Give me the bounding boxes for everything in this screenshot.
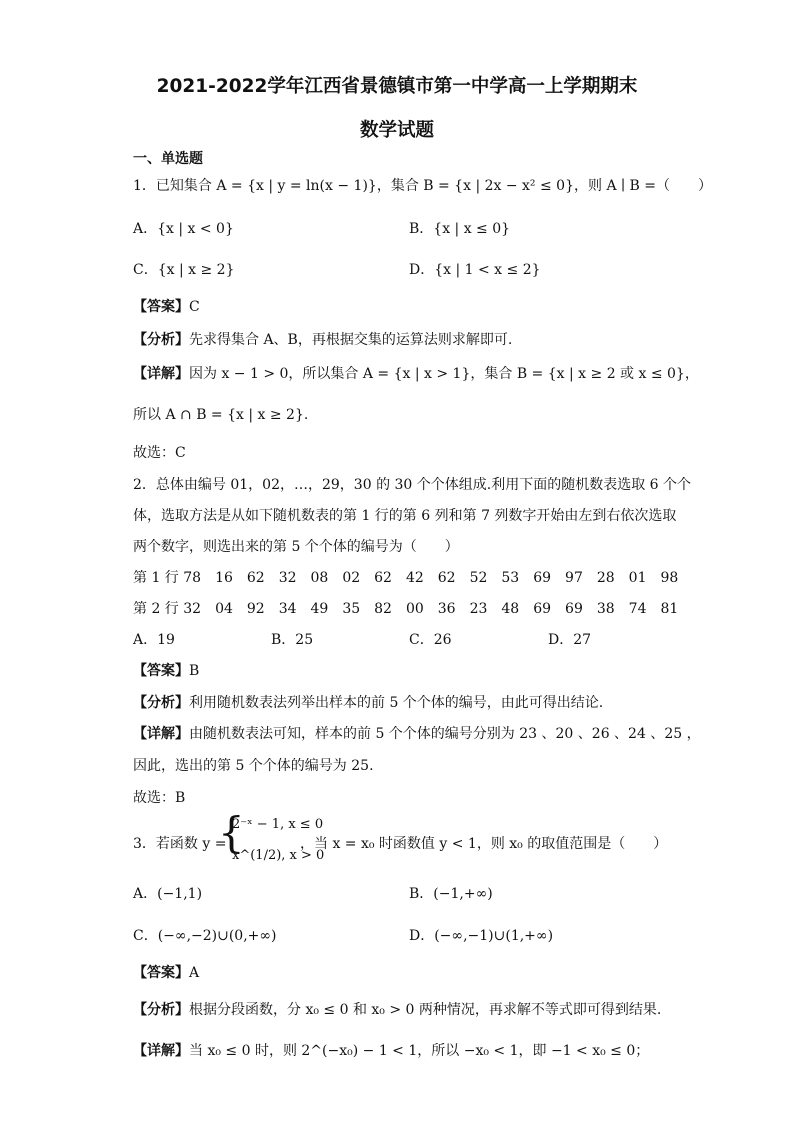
q3-answer [133,962,199,982]
q1-answer [133,296,200,316]
q1-option-d: D．{x | 1 < x ≤ 2} [409,262,541,278]
q2-option-d: D．27 [548,632,592,648]
answer-label: 【答案】 [133,965,189,981]
q3-option-a: A．(−1,1) [133,886,203,902]
q3-option-b: B．(−1,+∞) [409,886,493,902]
page-subtitle: 数学试题 [359,120,434,141]
answer-label: 【答案】 [133,299,189,315]
answer-label: 【答案】 [133,663,189,679]
q1-option-b: B．{x | x ≤ 0} [409,221,511,237]
q3-option-c: C．(−∞,−2)∪(0,+∞) [133,928,277,944]
q3-answer-value: A [189,965,200,981]
q1-stem: 1．已知集合 A = {x | y = ln(x − 1)}，集合 B = {x | 2x − x² ≤ 0}，则 A ∣ B =（ ） [133,178,712,194]
q2-answer [133,660,199,680]
q1-analysis-text: 先求得集合 A、B，再根据交集的运算法则求解即可. [189,332,513,348]
q2-detail-text: 由随机数表法可知，样本的前 5 个个体的编号分别为 23 、20 、26 、24 、25 ， [189,726,701,742]
q2-result: 故选：B [133,790,186,806]
q3-detail [133,1040,649,1060]
q3-analysis [133,999,661,1019]
detail-label: 【详解】 [133,726,189,742]
q2-detail-2: 因此，选出的第 5 个个体的编号为 25. [133,758,374,774]
page-title: 2021-2022学年江西省景德镇市第一中学高一上学期期末 [156,76,638,97]
q3-detail-text: 当 x₀ ≤ 0 时，则 2^(−x₀) − 1 < 1，所以 −x₀ < 1，即 −1 < x₀ ≤ 0； [189,1043,650,1059]
detail-label: 【详解】 [133,1043,189,1059]
q2-stem-line3: 两个数字，则选出来的第 5 个个体的编号为（ ） [133,539,459,555]
q3-option-d: D．(−∞,−1)∪(1,+∞) [409,928,554,944]
q2-random-table-row2: 第 2 行 32 04 92 34 49 35 82 00 36 23 48 69 69 38 74 81 [133,601,679,617]
q1-option-c: C．{x | x ≥ 2} [133,262,235,278]
section-heading: 一、单选题 [133,151,203,167]
analysis-label: 【分析】 [133,1002,189,1018]
analysis-label: 【分析】 [133,332,189,348]
q1-answer-value: C [189,299,200,315]
q1-analysis [133,329,512,349]
q2-option-b: B．25 [271,632,314,648]
q3-stem-prefix: 3．若函数 y = [133,836,227,852]
analysis-label: 【分析】 [133,695,189,711]
q1-result: 故选：C [133,445,186,461]
q2-analysis [133,692,603,712]
piecewise-brace: { [218,808,245,857]
q2-analysis-text: 利用随机数表法列举出样本的前 5 个个体的编号，由此可得出结论. [189,695,604,711]
detail-label: 【详解】 [133,366,189,382]
q1-detail-text: 因为 x − 1 > 0，所以集合 A = {x | x > 1}，集合 B = {x | x ≥ 2 或 x ≤ 0}， [189,366,699,382]
q3-stem-suffix: ，当 x = x₀ 时函数值 y < 1，则 x₀ 的取值范围是（ ） [300,836,668,852]
q2-random-table-row1: 第 1 行 78 16 62 32 08 02 62 42 62 52 53 69 97 28 01 98 [133,570,679,586]
q2-answer-value: B [189,663,200,679]
q2-stem-line2: 体，选取方法是从如下随机数表的第 1 行的第 6 列和第 7 列数字开始由左到右依次选取 [133,508,677,524]
q3-case-2: x^(1/2), x > 0 [232,848,325,863]
q3-analysis-text: 根据分段函数，分 x₀ ≤ 0 和 x₀ > 0 两种情况，再求解不等式即可得到结果. [189,1002,662,1018]
q1-option-a: A．{x | x < 0} [133,221,234,237]
q1-detail [133,363,699,383]
q1-detail-2: 所以 A ∩ B = {x | x ≥ 2}. [133,407,309,423]
q2-option-a: A．19 [133,632,175,648]
q3-case-1: 2⁻ˣ − 1, x ≤ 0 [232,817,324,832]
q2-stem-line1: 2．总体由编号 01，02，…，29，30 的 30 个个体组成.利用下面的随机数表选取 6 个个 [133,477,692,493]
q2-detail [133,723,701,743]
q2-option-c: C．26 [409,632,452,648]
